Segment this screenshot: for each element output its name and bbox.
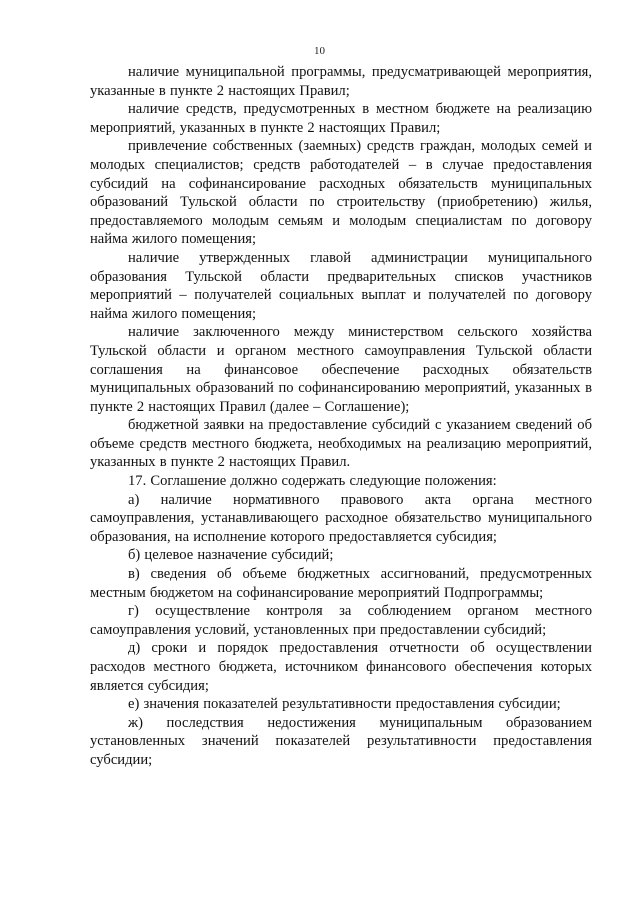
paragraph: наличие средств, предусмотренных в местном бюджете на реализацию мероприятий, указанных в пункте 2 настоящих Правил; (90, 101, 592, 136)
paragraph: г) осуществление контроля за соблюдением органом местного самоуправления условий, установленных при предоставлении субсидий; (90, 603, 592, 638)
paragraph: привлечение собственных (заемных) средств граждан, молодых семей и молодых специалистов; средств работодателей – в случае предоставления субсидий на софинансирование расходных обязательств муниципальных образований Тульской области по строительству (приобретению) жилья, предоставляемого молодым семьям и молодым специалистам по договору найма жилого помещения; (90, 138, 592, 248)
paragraph: наличие заключенного между министерством сельского хозяйства Тульской области и органом местного самоуправления Тульской области соглашения на финансовое обеспечение расходных обязательств муниципальных образований по софинансированию мероприятий, указанных в пункте 2 настоящих Правил (далее – Соглашение); (90, 324, 592, 415)
paragraph: е) значения показателей результативности предоставления субсидии; (128, 696, 561, 713)
paragraph: наличие утвержденных главой администрации муниципального образования Тульской области предварительных списков участников мероприятий – получателей социальных выплат и получателей по договору найма жилого помещения; (90, 249, 592, 322)
paragraph: в) сведения об объеме бюджетных ассигнований, предусмотренных местным бюджетом на софинансирование мероприятий Подпрограммы; (90, 566, 592, 601)
paragraph: бюджетной заявки на предоставление субсидий с указанием сведений об объеме средств местного бюджета, необходимых на реализацию мероприятий, указанных в пункте 2 настоящих Правил. (90, 417, 592, 471)
paragraph: а) наличие нормативного правового акта органа местного самоуправления, устанавливающего расходное обязательство муниципального образования, на исполнение которого предоставляется субсидия; (90, 491, 592, 545)
paragraph: д) сроки и порядок предоставления отчетности об осуществлении расходов местного бюджета, источником финансового обеспечения которых является субсидия; (90, 640, 592, 694)
paragraph: ж) последствия недостижения муниципальным образованием установленных значений показателей результативности предоставления субсидии; (90, 714, 592, 768)
paragraph: наличие муниципальной программы, предусматривающей мероприятия, указанные в пункте 2 настоящих Правил; (90, 64, 592, 99)
paragraph: б) целевое назначение субсидий; (128, 547, 334, 564)
paragraph: 17. Соглашение должно содержать следующие положения: (128, 473, 497, 490)
document-body (90, 63, 592, 770)
page-number: 10 (314, 45, 325, 57)
